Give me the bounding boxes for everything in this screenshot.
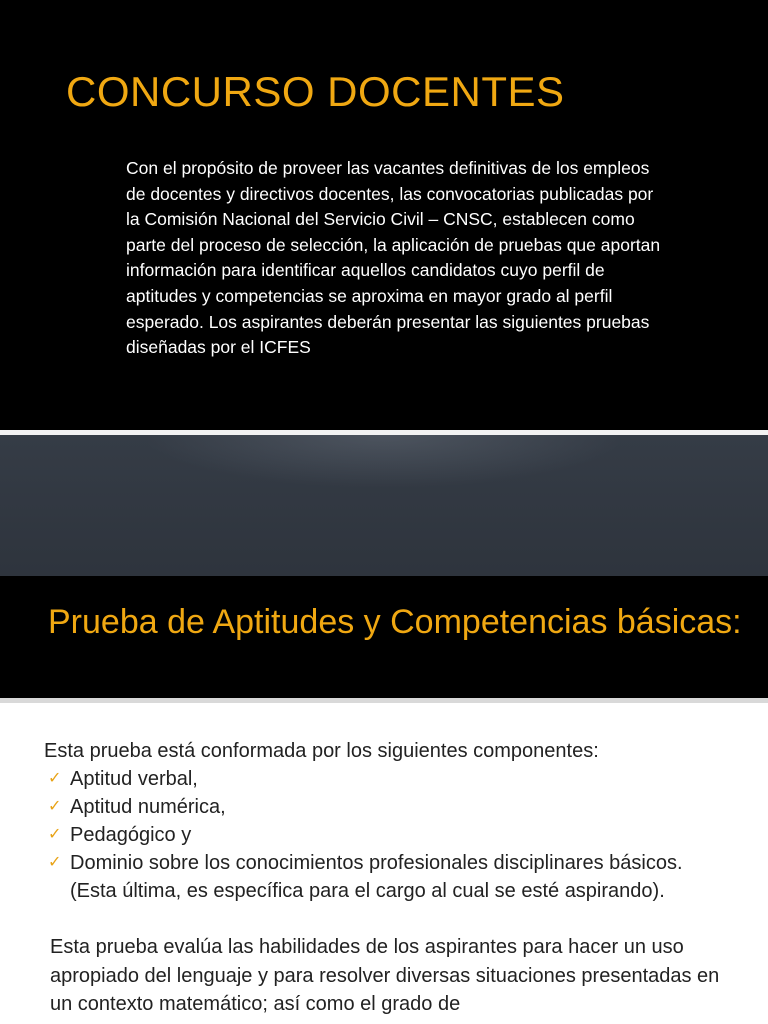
slide-1 <box>0 0 768 430</box>
description-text: Esta prueba evalúa las habilidades de los aspirantes para hacer un uso apropiado del lenguaje y para resolver diversas situaciones presentadas en un contexto matemático; así como el grado de <box>50 936 720 1015</box>
title-bar <box>0 576 768 698</box>
list-item-text: Aptitud verbal, <box>70 768 198 790</box>
decorative-band <box>0 435 768 576</box>
list-item-text: Dominio sobre los conocimientos profesionales disciplinares básicos. (Esta última, es específica para el cargo al cual se esté aspirando). <box>70 852 683 902</box>
list-item <box>44 765 724 793</box>
intro-text: Esta prueba está conformada por los siguientes componentes: <box>44 740 599 762</box>
slide-2 <box>0 576 768 1024</box>
list-item <box>44 821 724 849</box>
slide-title: CONCURSO DOCENTES <box>66 68 565 115</box>
list-item <box>44 849 724 905</box>
checkmark-icon: ✓ <box>48 854 62 871</box>
slide-body <box>0 703 768 1024</box>
checkmark-icon: ✓ <box>48 798 62 815</box>
list-item-text: Pedagógico y <box>70 824 192 846</box>
checkmark-icon: ✓ <box>48 826 62 843</box>
slide-title: Prueba de Aptitudes y Competencias básicas: <box>48 603 742 641</box>
list-item <box>44 793 724 821</box>
component-list <box>44 765 724 905</box>
list-item-text: Aptitud numérica, <box>70 796 226 818</box>
slide-paragraph: Con el propósito de proveer las vacantes definitivas de los empleos de docentes y directivos docentes, las convocatorias publicadas por la Comisión Nacional del Servicio Civil – CNSC, establecen como parte del proceso de selección, la aplicación de pruebas que aportan información para identificar aquellos candidatos cuyo perfil de aptitudes y competencias se aproxima en mayor grado al perfil esperado. Los aspirantes deberán presentar las siguientes pruebas diseñadas por el ICFES <box>126 158 661 358</box>
checkmark-icon: ✓ <box>48 770 62 787</box>
